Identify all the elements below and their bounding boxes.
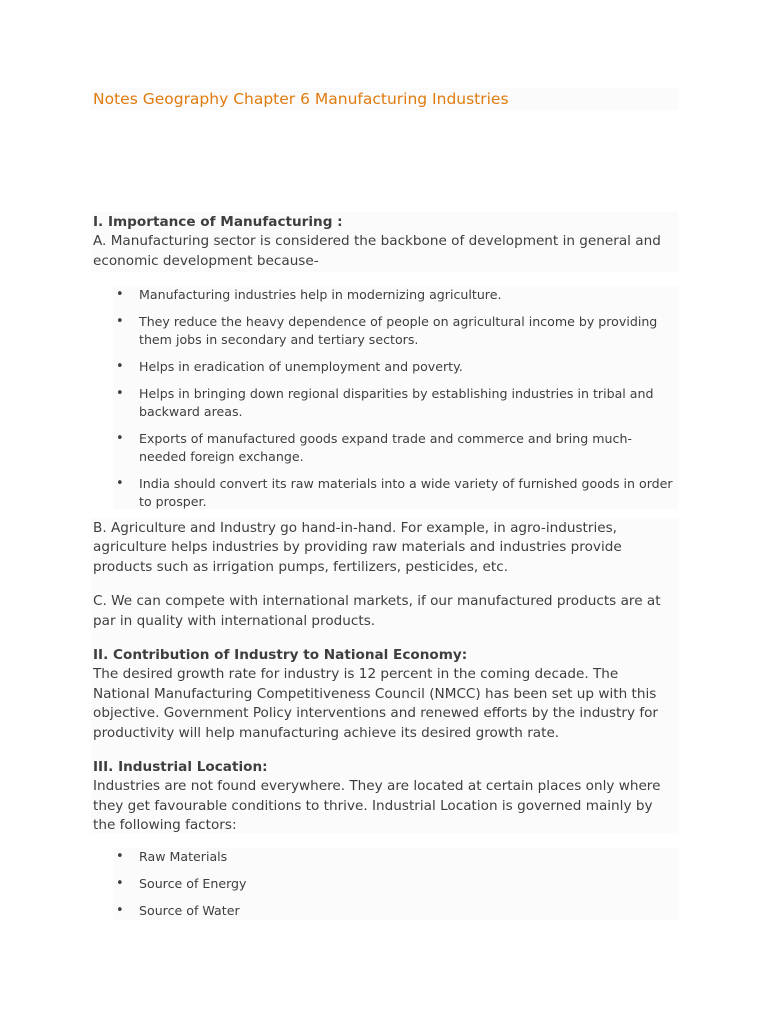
bullet-icon: •	[116, 431, 124, 446]
list-item: • Source of Water	[116, 903, 240, 918]
section-heading-importance: I. Importance of Manufacturing :	[93, 214, 343, 230]
list-item: • Manufacturing industries help in modernizing agriculture.	[116, 287, 502, 302]
bullet-icon: •	[116, 359, 124, 374]
bullet-icon: •	[116, 849, 124, 864]
list-item: • Raw Materials	[116, 849, 228, 864]
section-importance-intro	[91, 212, 678, 272]
body-text-block	[91, 518, 678, 833]
paragraph-a: A. Manufacturing sector is considered the backbone of development in general and economic development because-	[93, 233, 661, 269]
list-item: • Helps in eradication of unemployment and poverty.	[116, 359, 463, 374]
bullet-icon: •	[116, 287, 124, 302]
importance-bullet-list	[113, 286, 678, 509]
bullet-icon: •	[116, 876, 124, 891]
bullet-icon: •	[116, 476, 124, 491]
list-item: • Exports of manufactured goods expand trade and commerce and bring much-needed foreign exchange.	[116, 431, 632, 464]
paragraph-location: Industries are not found everywhere. They are located at certain places only where they get favourable conditions to thrive. Industrial Location is governed mainly by the following factors:	[93, 778, 661, 834]
list-item: • India should convert its raw materials into a wide variety of furnished goods in order to prosper.	[116, 476, 673, 509]
bullet-icon: •	[116, 314, 124, 329]
page-title: Notes Geography Chapter 6 Manufacturing Industries	[93, 90, 509, 108]
list-item: • Helps in bringing down regional disparities by establishing industries in tribal and backward areas.	[116, 386, 654, 419]
paragraph-c: C. We can compete with international markets, if our manufactured products are at par in quality with international products.	[93, 593, 661, 629]
list-item: • They reduce the heavy dependence of people on agricultural income by providing them jobs in secondary and tertiary sectors.	[116, 314, 658, 347]
section-heading-location: III. Industrial Location:	[93, 759, 268, 776]
section-heading-contribution: II. Contribution of Industry to National Economy:	[93, 647, 468, 664]
location-factors-list	[113, 848, 678, 920]
list-item: • Source of Energy	[116, 876, 247, 891]
paragraph-contribution: The desired growth rate for industry is 12 percent in the coming decade. The National Manufacturing Competitiveness Council (NMCC) has been set up with this objective. Government Policy interventions and renewed efforts by the industry for productivity will help manufacturing achieve its desired growth rate.	[93, 666, 659, 741]
title-block	[91, 88, 678, 110]
bullet-icon: •	[116, 903, 124, 918]
bullet-icon: •	[116, 386, 124, 401]
paragraph-b: B. Agriculture and Industry go hand-in-hand. For example, in agro-industries, agriculture helps industries by providing raw materials and industries provide products such as irrigation pumps, fertilizers, pesticides, etc.	[93, 520, 622, 575]
